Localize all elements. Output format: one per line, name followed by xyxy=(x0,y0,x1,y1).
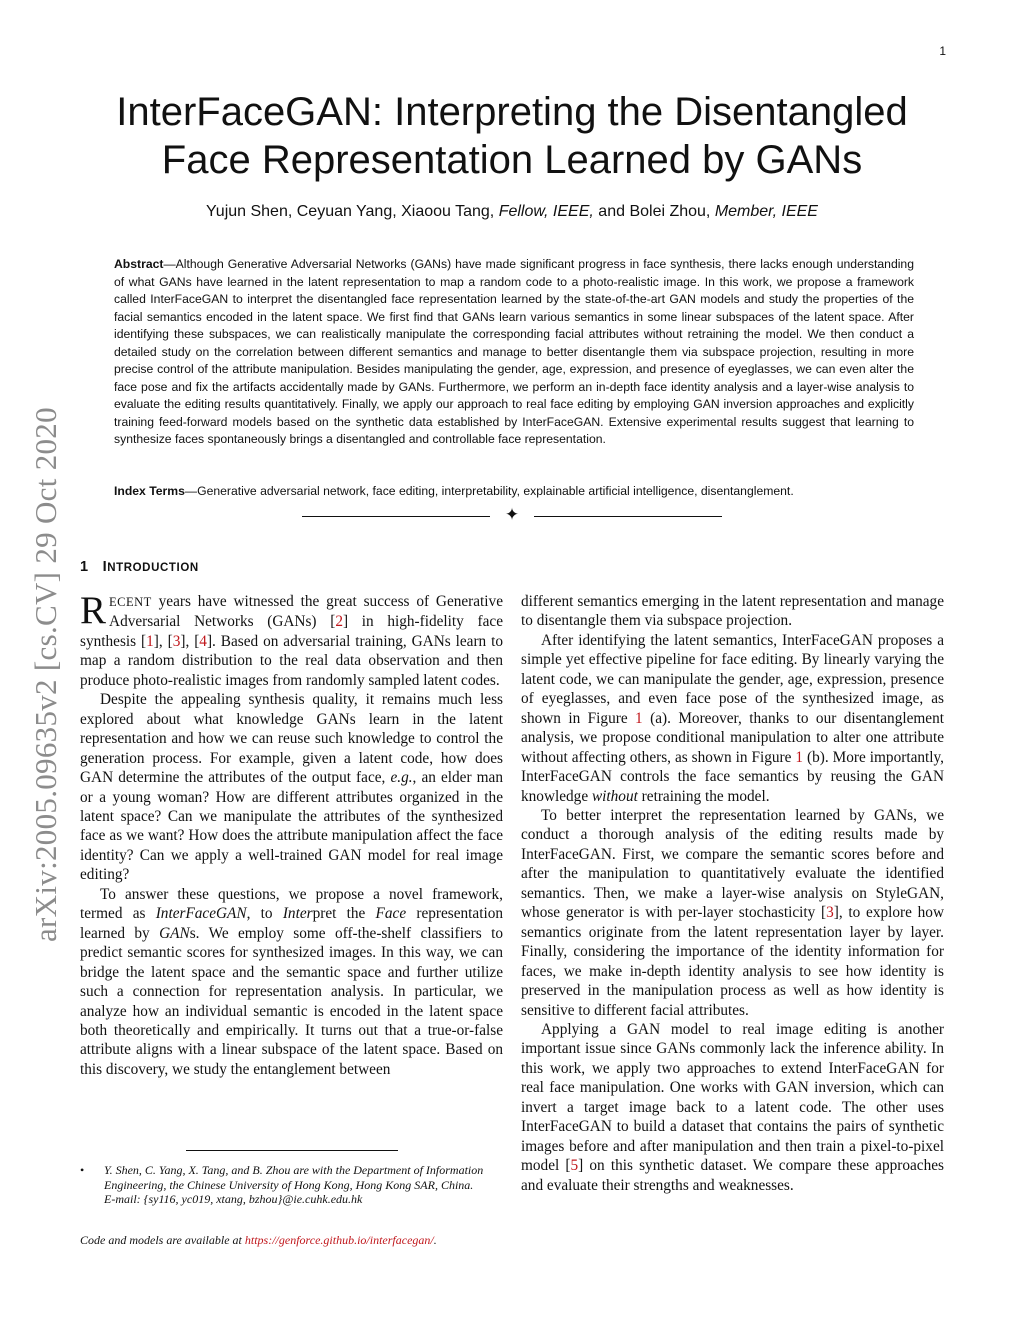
separator-rule-right xyxy=(534,516,722,517)
paragraph-text: Despite the appealing synthesis quality, it remains much less explored about what knowledge GANs learn in the latent representation and how we can reuse such knowledge to control the generation process. For example, given a latent code, how does GAN determine the attributes of the output face, xyxy=(80,691,503,787)
paragraph-text: years have witnessed the great success of Generative Adversarial Networks (GANs) [ xyxy=(109,593,503,631)
footnote-item xyxy=(80,1163,503,1207)
citation-link[interactable]: 5 xyxy=(570,1157,579,1175)
italic-term: Inter xyxy=(282,905,313,923)
author-fellow-title: Fellow, IEEE, xyxy=(498,203,594,220)
italic-eg: e.g. xyxy=(390,769,413,787)
figure-link[interactable]: 1 xyxy=(795,748,804,766)
paragraph-text: retraining the model. xyxy=(637,787,770,805)
paragraph-text: ], [ xyxy=(180,632,200,650)
paragraph-text: pret the xyxy=(312,905,376,923)
citation-link[interactable]: 3 xyxy=(172,632,181,650)
paragraph-text: To answer these questions, we propose a novel framework, termed as xyxy=(80,885,503,923)
separator-rule-left xyxy=(302,516,490,517)
index-terms-text: —Generative adversarial network, face editing, interpretability, explainable artificial intelligence, disentanglement. xyxy=(184,484,794,498)
smallcaps-word: ECENT xyxy=(109,595,152,609)
section-number: 1 xyxy=(80,559,89,575)
paragraph-text: ], to explore how semantics originate from the latent representation layer by layer. Finally, considering the importance of the identity information for faces, we make in-depth identity analysis to see how identity is preserved in the manipulation process as well as how identity is sensitive to different facial attributes. xyxy=(521,904,944,1019)
section-heading-introduction xyxy=(80,559,199,575)
intro-paragraph-2 xyxy=(80,690,503,885)
left-column xyxy=(80,589,504,1079)
italic-term: GAN xyxy=(159,924,190,942)
author-list xyxy=(60,203,964,221)
paragraph-text: Applying a GAN model to real image editing is another important issue since GANs commonly lack the inference ability. In this work, we apply two approaches to extend InterFaceGAN for real face manipulation. One works with GAN inversion, which can invert a target image back to a latent code. The other uses InterFaceGAN to build a dataset that contains the pairs of synthetic images before and after manipulation and then train a pixel-to-pixel model [ xyxy=(521,1020,944,1175)
paragraph-text: ] in high-fidelity face synthesis [ xyxy=(80,613,503,650)
paper-title xyxy=(60,88,964,184)
paragraph-text: To better interpret the representation learned by GANs, we conduct a thorough analysis of the editing results made by InterFaceGAN. First, we compare the semantic scores before and after the manipulation to quantitatively evaluate the identified semantics. Then, we make a layer-wise analysis on StyleGAN, whose generator is with per-layer stochasticity [ xyxy=(521,806,944,922)
italic-term: Face xyxy=(375,905,407,923)
paragraph-text: s. We employ some off-the-shelf classifiers to predict semantic scores for synthesized images. In this way, we can bridge the latent space and the semantic space and further utilize such a connection for representation analysis. In particular, we analyze how an individual semantic is encoded in the latent space both theoretically and empirically. It turns out that a true-or-false attribute aligns with a linear subspace of the latent space. Based on this discovery, we study the entanglement between xyxy=(80,924,503,1078)
paragraph-text: After identifying the latent semantics, InterFaceGAN proposes a simple yet effective pipeline for face editing. By linearly varying the latent code, we can manipulate the gender, age, expression, presence of eyeglasses, and even face pose of the synthesized image, as shown in Figure xyxy=(521,631,944,727)
paragraph-text: ] on this synthetic dataset. We compare these approaches and evaluate their strengths and weaknesses. xyxy=(521,1157,944,1194)
footnote-affiliation: Y. Shen, C. Yang, X. Tang, and B. Zhou are with the Department of Information Engineering, the Chinese University of Hong Kong, Hong Kong SAR, China. xyxy=(104,1163,484,1192)
paragraph-text: (b). More importantly, InterFaceGAN controls the face semantics by reusing the GAN knowledge xyxy=(521,748,944,805)
citation-link[interactable]: 4 xyxy=(199,632,207,650)
paragraph-text: , an elder man or a young woman? How are different attributes organized in the latent space? Can we manipulate the attributes of the synthesized face as we want? How does the attribute manipulation affect the face identity? Can we apply a well-trained GAN model for real image editing? xyxy=(80,769,503,884)
paragraph-text: (a). Moreover, thanks to our disentanglement analysis, we propose conditional manipulation to alter one attribute without affecting others, as shown in Figure xyxy=(521,709,944,766)
code-note-text: Code and models are available at xyxy=(80,1233,245,1247)
author-zhou: and Bolei Zhou, xyxy=(598,203,711,220)
citation-link[interactable]: 3 xyxy=(826,904,834,922)
footnote-rule xyxy=(186,1150,398,1151)
index-terms-label: Index Terms xyxy=(114,484,185,498)
code-note-end: . xyxy=(433,1233,437,1247)
bullet-icon: • xyxy=(80,1163,85,1177)
citation-link[interactable]: 2 xyxy=(335,613,343,631)
paragraph-text: representation learned by xyxy=(80,905,503,942)
title-line-2: Face Representation Learned by GANs xyxy=(161,138,863,182)
italic-term: without xyxy=(591,787,638,805)
figure-link[interactable]: 1 xyxy=(635,709,643,727)
page-number: 1 xyxy=(939,44,946,58)
author-member-title: Member, IEEE xyxy=(714,203,818,220)
index-terms xyxy=(114,483,914,500)
paragraph-text: ], [ xyxy=(153,632,173,650)
dropcap-letter: R xyxy=(80,589,107,632)
italic-term: InterFaceGAN xyxy=(155,905,247,923)
paragraph-text: , to xyxy=(246,905,283,923)
paragraph-text: ]. Based on adversarial training, GANs learn to map a random distribution to the real data observation and then produce photo-realistic images from randomly sampled latent codes. xyxy=(80,632,504,689)
abstract xyxy=(114,256,914,449)
title-line-1: InterFaceGAN: Interpreting the Disentangled xyxy=(116,90,908,134)
abstract-text: —Although Generative Adversarial Networks (GANs) have made significant progress in face synthesis, there lacks enough understanding of what GANs have learned in the latent representation to map a random code to a photo-realistic image. In this work, we propose a framework called InterFaceGAN to interpret the disentangled face representation learned by the state-of-the-art GAN models and study the properties of the facial semantics encoded in the latent space. We first find that GANs learn various semantics in some linear subspaces of the latent space. After identifying these subspaces, we can realistically manipulate the corresponding facial attributes without retraining the model. We then conduct a detailed study on the correlation between different semantics and manage to better disentangle them via subspace projection, resulting in more precise control of the attribute manipulation. Besides manipulating the gender, age, expression, and presence of eyeglasses, we can even alter the face pose and fix the artifacts accidentally made by GANs. Furthermore, we perform an in-depth face identity analysis and a layer-wise analysis to evaluate the editing results quantitatively. Finally, we apply our approach to real face editing by employing GAN inversion approaches and explicitly training feed-forward models based on the synthetic data established by InterFaceGAN. Extensive experimental results suggest that learning to synthesize faces spontaneously brings a disentangled and controllable face representation. xyxy=(114,257,914,446)
intro-paragraph-5 xyxy=(521,631,944,806)
code-availability-note xyxy=(80,1233,520,1248)
section-title-initial: I xyxy=(102,559,108,575)
author-affiliation-footnote xyxy=(80,1163,503,1207)
project-url-link[interactable]: https://genforce.github.io/interfacegan/ xyxy=(244,1233,434,1247)
section-title-rest: NTRODUCTION xyxy=(107,562,199,574)
abstract-label: Abstract xyxy=(114,257,164,271)
citation-link[interactable]: 1 xyxy=(146,632,154,650)
intro-paragraph-6 xyxy=(521,806,944,1020)
intro-paragraph-3 xyxy=(80,885,503,1080)
intro-paragraph-4: different semantics emerging in the latent representation and manage to disentangle them via subspace projection. xyxy=(521,593,944,630)
arxiv-identifier-stamp: arXiv:2005.09635v2 [cs.CV] 29 Oct 2020 xyxy=(28,407,63,942)
author-names: Yujun Shen, Ceyuan Yang, Xiaoou Tang, xyxy=(206,203,495,220)
right-column xyxy=(521,592,944,1195)
separator-star-icon: ✦ xyxy=(504,505,520,524)
footnote-email: E-mail: {sy116, yc019, xtang, bzhou}@ie.cuhk.edu.hk xyxy=(104,1192,363,1207)
intro-paragraph-1 xyxy=(80,589,504,690)
intro-paragraph-7 xyxy=(521,1020,944,1195)
section-separator xyxy=(302,507,722,527)
